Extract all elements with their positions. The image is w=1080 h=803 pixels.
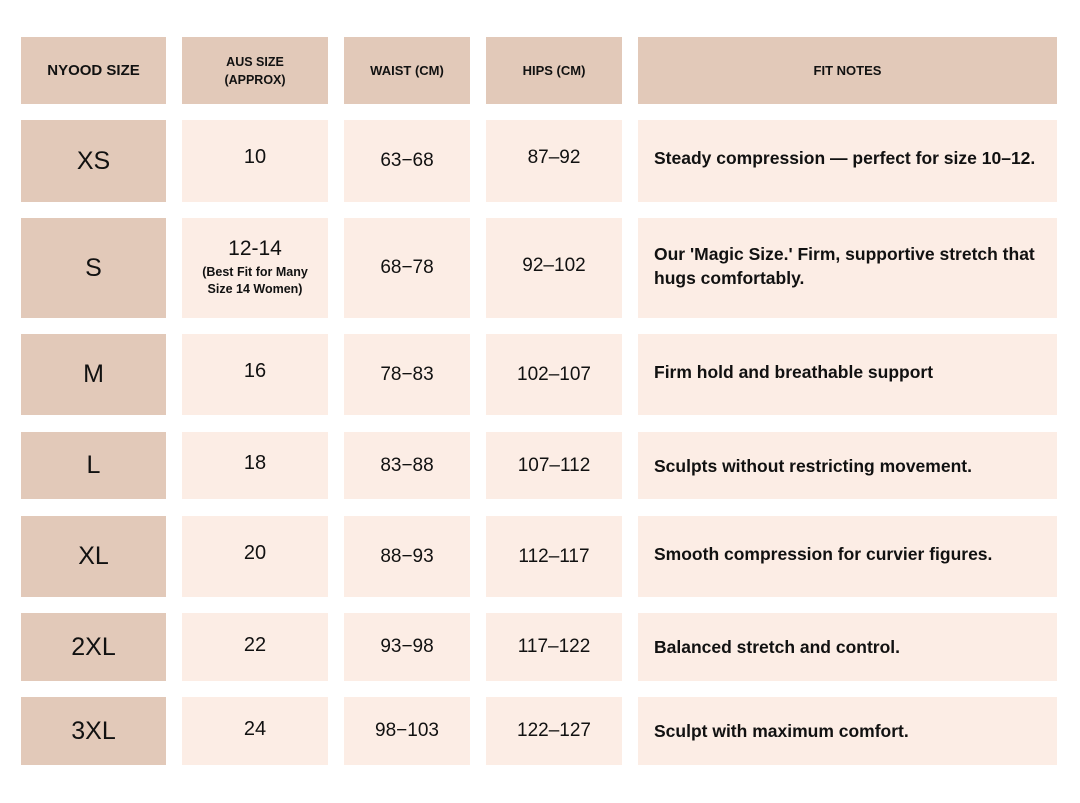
fit-note-text: Balanced stretch and control. — [654, 637, 901, 657]
waist-value: 63−68 — [380, 150, 434, 171]
waist-cell — [344, 516, 470, 597]
hips-cell — [486, 120, 622, 202]
header-fit-notes-label: FIT NOTES — [813, 62, 882, 78]
header-aus-size-label: AUS SIZE (APPROX) — [224, 54, 286, 87]
fit-note-cell — [638, 432, 1057, 499]
header-waist-label: WAIST (CM) — [370, 62, 444, 78]
size-cell — [21, 613, 166, 681]
aus-size-cell — [182, 334, 328, 415]
aus-size-cell — [182, 120, 328, 202]
fit-note-text: Smooth compression for curvier figures. — [654, 543, 993, 564]
fit-note-cell — [638, 334, 1057, 415]
hips-cell — [486, 697, 622, 765]
aus-size-note: (Best Fit for Many Size 14 Women) — [202, 265, 308, 296]
waist-value: 88−93 — [380, 545, 434, 567]
aus-size-value: 12-14 — [228, 237, 282, 260]
hips-value: 92–102 — [522, 255, 586, 276]
aus-size-cell — [182, 697, 328, 765]
waist-cell — [344, 613, 470, 681]
hips-value: 112–117 — [518, 545, 590, 567]
aus-size-value: 22 — [243, 633, 267, 656]
fit-note-text: Steady compression — perfect for size 10–12. — [654, 148, 1036, 168]
aus-size-cell — [182, 613, 328, 681]
waist-cell — [344, 218, 470, 318]
size-label: S — [85, 253, 102, 282]
hips-value: 107–112 — [517, 454, 591, 476]
aus-size-value: 10 — [243, 145, 267, 168]
size-cell — [21, 120, 166, 202]
waist-value: 83−88 — [380, 454, 434, 476]
aus-size-value: 20 — [243, 542, 267, 564]
waist-value: 93−98 — [380, 636, 434, 657]
header-hips — [486, 37, 622, 104]
hips-cell — [486, 218, 622, 318]
fit-note-text: Firm hold and breathable support — [654, 361, 934, 382]
fit-note-cell — [638, 516, 1057, 597]
size-label: XL — [78, 542, 109, 570]
hips-cell — [486, 613, 622, 681]
waist-value: 98−103 — [375, 720, 439, 741]
fit-note-text: Sculpt with maximum comfort. — [654, 721, 909, 741]
size-cell — [21, 334, 166, 415]
hips-value: 87–92 — [527, 147, 581, 168]
header-waist — [344, 37, 470, 104]
size-label: L — [86, 451, 101, 479]
header-nyood-size-label: NYOOD SIZE — [47, 61, 140, 79]
size-cell — [21, 218, 166, 318]
aus-size-cell — [182, 218, 328, 318]
size-cell — [21, 697, 166, 765]
aus-size-value: 18 — [243, 452, 267, 474]
hips-value: 102–107 — [517, 363, 591, 385]
fit-note-text: Sculpts without restricting movement. — [654, 455, 972, 476]
hips-cell — [486, 334, 622, 415]
fit-note-cell — [638, 120, 1057, 202]
waist-cell — [344, 697, 470, 765]
aus-size-cell — [182, 516, 328, 597]
header-nyood-size — [21, 37, 166, 104]
aus-size-cell — [182, 432, 328, 499]
size-cell — [21, 432, 166, 499]
header-fit-notes — [638, 37, 1057, 104]
size-label: M — [83, 360, 104, 388]
hips-value: 122–127 — [517, 720, 591, 741]
size-cell — [21, 516, 166, 597]
waist-cell — [344, 120, 470, 202]
hips-cell — [486, 516, 622, 597]
waist-cell — [344, 334, 470, 415]
size-label: 2XL — [71, 632, 116, 661]
aus-size-value: 24 — [243, 717, 267, 740]
aus-size-value: 16 — [243, 360, 267, 382]
fit-note-text: Our 'Magic Size.' Firm, supportive stretch that hugs comfortably. — [654, 244, 1035, 288]
fit-note-cell — [638, 697, 1057, 765]
fit-note-cell — [638, 613, 1057, 681]
size-label: XS — [76, 146, 111, 175]
waist-value: 68−78 — [380, 257, 434, 278]
waist-cell — [344, 432, 470, 499]
header-aus-size — [182, 37, 328, 104]
fit-note-cell — [638, 218, 1057, 318]
waist-value: 78−83 — [380, 363, 434, 385]
size-label: 3XL — [71, 716, 116, 745]
hips-cell — [486, 432, 622, 499]
header-hips-label: HIPS (CM) — [522, 62, 586, 78]
hips-value: 117–122 — [517, 636, 591, 657]
